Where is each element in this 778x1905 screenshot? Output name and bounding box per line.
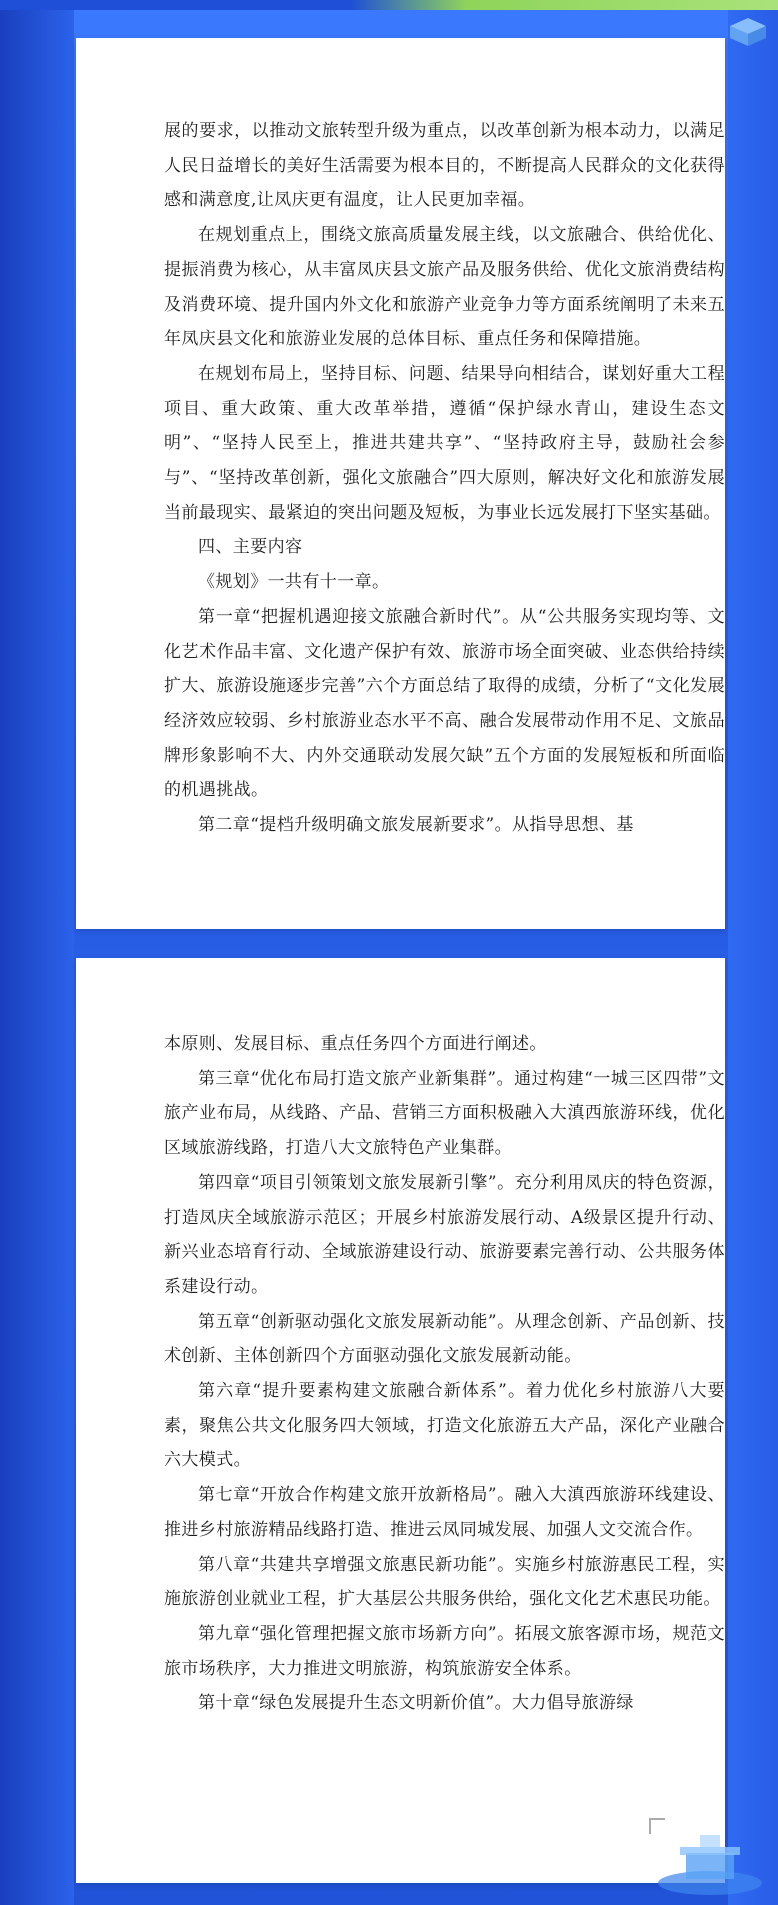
page-1-text <box>164 114 725 843</box>
paragraph: 第二章“提档升级明确文旅发展新要求”。从指导思想、基 <box>198 815 634 836</box>
document-page-2 <box>76 958 725 1883</box>
right-border-band <box>728 0 778 1905</box>
paragraph: 在规划重点上，围绕文旅高质量发展主线，以文旅融合、供给优化、提振消费为核心，从丰富凤庆县文旅产品及服务供给、优化文旅消费结构及消费环境、提升国内外文化和旅游产业竞争力等方面系统阐明了未来五年凤庆县文化和旅游业发展的总体目标、重点任务和保障措施。 <box>164 225 725 350</box>
paragraph: 第十章“绿色发展提升生态文明新价值”。大力倡导旅游绿 <box>198 1693 634 1714</box>
paragraph: 第七章“开放合作构建文旅开放新格局”。融入大滇西旅游环线建设、推进乡村旅游精品线路打造、推进云凤同城发展、加强人文交流合作。 <box>164 1485 725 1540</box>
paragraph: 第九章“强化管理把握文旅市场新方向”。拓展文旅客源市场，规范文旅市场秩序，大力推进文明旅游，构筑旅游安全体系。 <box>164 1623 725 1679</box>
paragraph: 第四章“项目引领策划文旅发展新引擎”。充分利用凤庆的特色资源，打造凤庆全域旅游示范区；开展乡村旅游发展行动、A级景区提升行动、新兴业态培育行动、全域旅游建设行动、旅游要素完善行动、公共服务体系建设行动。 <box>164 1172 725 1297</box>
paragraph: 在规划布局上，坚持目标、问题、结果导向相结合，谋划好重大工程项目、重大政策、重大改革举措，遵循“保护绿水青山，建设生态文明”、“坚持人民至上，推进共建共享”、“坚持政府主导，鼓励社会参与”、“坚持改革创新，强化文旅融合”四大原则，解决好文化和旅游发展当前最现实、最紧迫的突出问题及短板，为事业长远发展打下坚实基础。 <box>164 363 725 523</box>
decorative-box-icon <box>726 14 770 48</box>
page-2-text <box>164 1027 725 1721</box>
paragraph: 《规划》一共有十一章。 <box>198 572 390 593</box>
decorative-podium-icon <box>628 1819 768 1899</box>
left-border-band <box>0 0 74 1905</box>
paragraph: 第三章“优化布局打造文旅产业新集群”。通过构建“一城三区四带”文旅产业布局，从线路、产品、营销三方面积极融入大滇西旅游环线，优化区域旅游线路，打造八大文旅特色产业集群。 <box>164 1068 725 1159</box>
paragraph: 第六章“提升要素构建文旅融合新体系”。着力优化乡村旅游八大要素，聚焦公共文化服务四大领域，打造文化旅游五大产品，深化产业融合六大模式。 <box>164 1381 725 1471</box>
paragraph: 第五章“创新驱动强化文旅发展新动能”。从理念创新、产品创新、技术创新、主体创新四个方面驱动强化文旅发展新动能。 <box>164 1311 725 1367</box>
top-accent-strip <box>0 0 778 10</box>
section-heading: 四、主要内容 <box>198 537 303 558</box>
paragraph: 第八章“共建共享增强文旅惠民新功能”。实施乡村旅游惠民工程，实施旅游创业就业工程，扩大基层公共服务供给，强化文化艺术惠民功能。 <box>164 1554 725 1610</box>
paragraph: 第一章“把握机遇迎接文旅融合新时代”。从“公共服务实现均等、文化艺术作品丰富、文化遗产保护有效、旅游市场全面突破、业态供给持续扩大、旅游设施逐步完善”六个方面总结了取得的成绩，分析了“文化发展经济效应较弱、乡村旅游业态水平不高、融合发展带动作用不足、文旅品牌形象影响不大、内外交通联动发展欠缺”五个方面的发展短板和所面临的机遇挑战。 <box>164 606 725 801</box>
document-page-1 <box>76 38 725 929</box>
paragraph: 展的要求，以推动文旅转型升级为重点，以改革创新为根本动力，以满足人民日益增长的美好生活需要为根本目的，不断提高人民群众的文化获得感和满意度,让凤庆更有温度，让人民更加幸福。 <box>164 121 725 211</box>
paragraph: 本原则、发展目标、重点任务四个方面进行阐述。 <box>164 1034 547 1054</box>
